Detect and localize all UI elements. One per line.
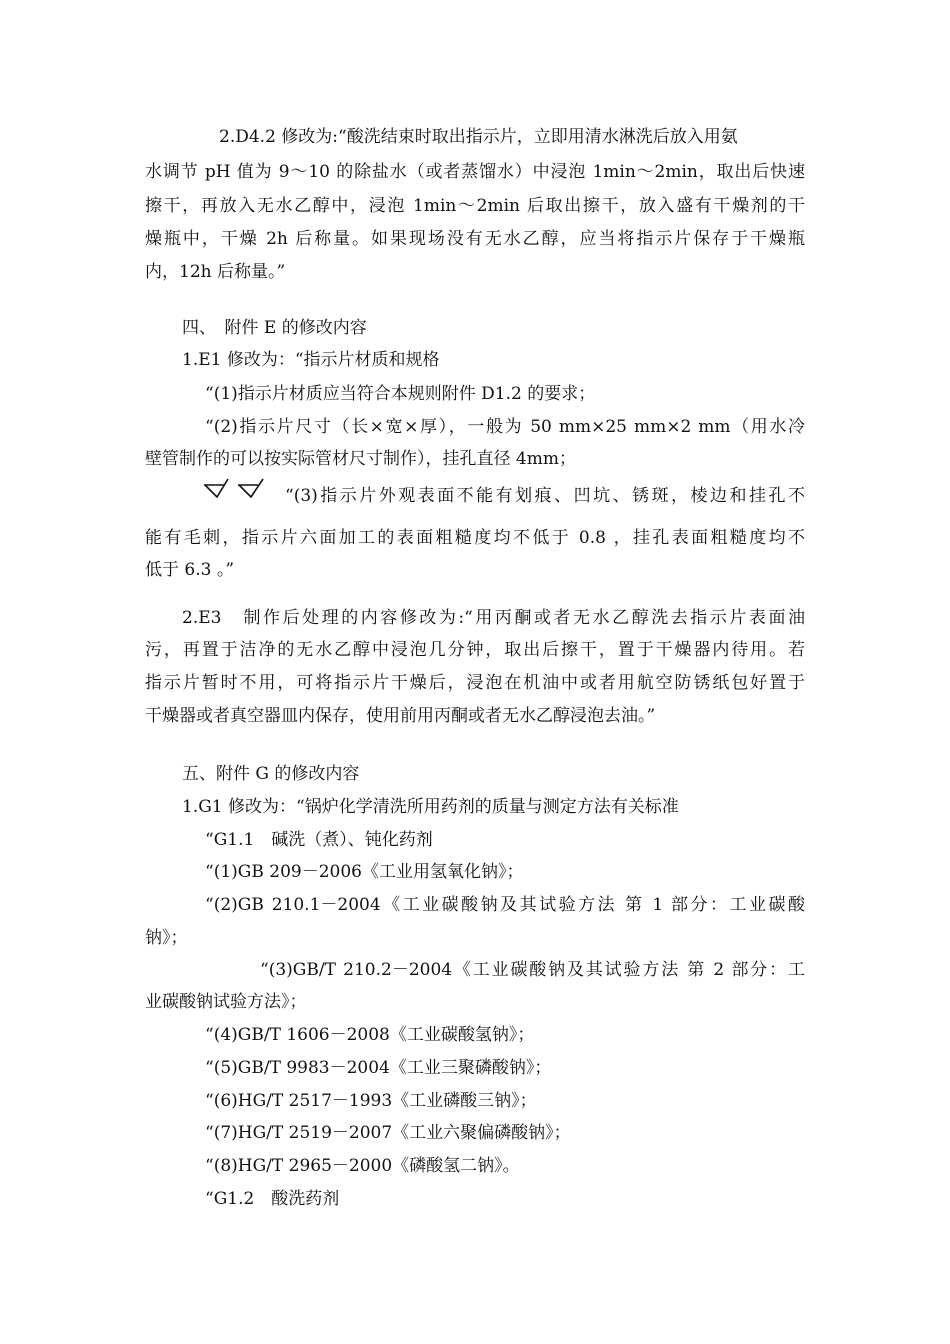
g1-item-2-line-2: 钠》； (145, 928, 188, 948)
section-g-heading: 五、附件 G 的修改内容 (182, 764, 360, 784)
g1-title: 1.G1 修改为：“锅炉化学清洗所用药剂的质量与测定方法有关标准 (182, 797, 679, 817)
e1-title: 1.E1 修改为：“指示片材质和规格 (182, 350, 440, 370)
e1-item-1: “(1)指示片材质应当符合本规则附件 D1.2 的要求； (205, 384, 596, 404)
g1-item-1: “(1)GB 209－2006《工业用氢氧化钠》； (205, 862, 524, 882)
g1-item-7: “(7)HG/T 2519－2007《工业六聚偏磷酸钠》； (205, 1123, 571, 1143)
g1-item-3-line-1: “(3)GB/T 210.2－2004《工业碳酸钠及其试验方法 第 2 部分：工 (260, 960, 805, 980)
g1-1-heading: “G1.1 碱洗（煮）、钝化药剂 (205, 830, 433, 850)
g1-item-8: “(8)HG/T 2965－2000《磷酸氢二钠》。 (205, 1156, 520, 1176)
g1-item-6: “(6)HG/T 2517－1993《工业磷酸三钠》； (205, 1091, 537, 1111)
d4-2-line-3: 擦干，再放入无水乙醇中，浸泡 1min～2min 后取出擦干，放入盛有干燥剂的干 (145, 196, 805, 216)
e1-item-3-line-2: 能有毛刺，指示片六面加工的表面粗糙度均不低于 0.8 ，挂孔表面粗糙度均不 (145, 528, 805, 548)
e1-item-3-line-1: “(3)指示片外观表面不能有划痕、凹坑、锈斑，棱边和挂孔不 (285, 486, 805, 506)
e3-line-2: 污，再置于洁净的无水乙醇中浸泡几分钟，取出后擦干，置于干燥器内待用。若 (145, 640, 805, 660)
g1-item-2-line-1: “(2)GB 210.1－2004《工业碳酸钠及其试验方法 第 1 部分：工业碳酸 (205, 895, 805, 915)
g1-item-5: “(5)GB/T 9983－2004《工业三聚磷酸钠》； (205, 1058, 552, 1078)
e3-line-1: 2.E3 制作后处理的内容修改为:“用丙酮或者无水乙醇洗去指示片表面油 (182, 608, 805, 628)
e3-line-3: 指示片暂时不用，可将指示片干燥后，浸泡在机油中或者用航空防锈纸包好置于 (145, 673, 805, 693)
d4-2-line-5: 内，12h 后称量。” (145, 262, 286, 282)
e1-item-3-line-3: 低于 6.3 。” (145, 560, 235, 580)
d4-2-line-2: 水调节 pH 值为 9～10 的除盐水（或者蒸馏水）中浸泡 1min～2min，取出后快速 (145, 162, 805, 182)
surface-roughness-icon (202, 476, 272, 506)
e1-item-2-line-1: “(2)指示片尺寸（长×宽×厚），一般为 50 mm×25 mm×2 mm（用水冷 (205, 417, 805, 437)
g1-item-3-line-2: 业碳酸钠试验方法》； (145, 992, 307, 1012)
d4-2-line-4: 燥瓶中，干燥 2h 后称量。如果现场没有无水乙醇，应当将指示片保存于干燥瓶 (145, 229, 805, 249)
g1-item-4: “(4)GB/T 1606－2008《工业碳酸氢钠》； (205, 1025, 535, 1045)
section-e-heading: 四、 附件 E 的修改内容 (182, 318, 367, 338)
e1-item-2-line-2: 壁管制作的可以按实际管材尺寸制作），挂孔直径 4mm； (145, 449, 576, 469)
e3-line-4: 干燥器或者真空器皿内保存，使用前用丙酮或者无水乙醇浸泡去油。” (145, 706, 656, 726)
d4-2-line-1: 2.D4.2 修改为:“酸洗结束时取出指示片，立即用清水淋洗后放入用氨 (219, 127, 738, 147)
g1-2-heading: “G1.2 酸洗药剂 (205, 1189, 340, 1209)
